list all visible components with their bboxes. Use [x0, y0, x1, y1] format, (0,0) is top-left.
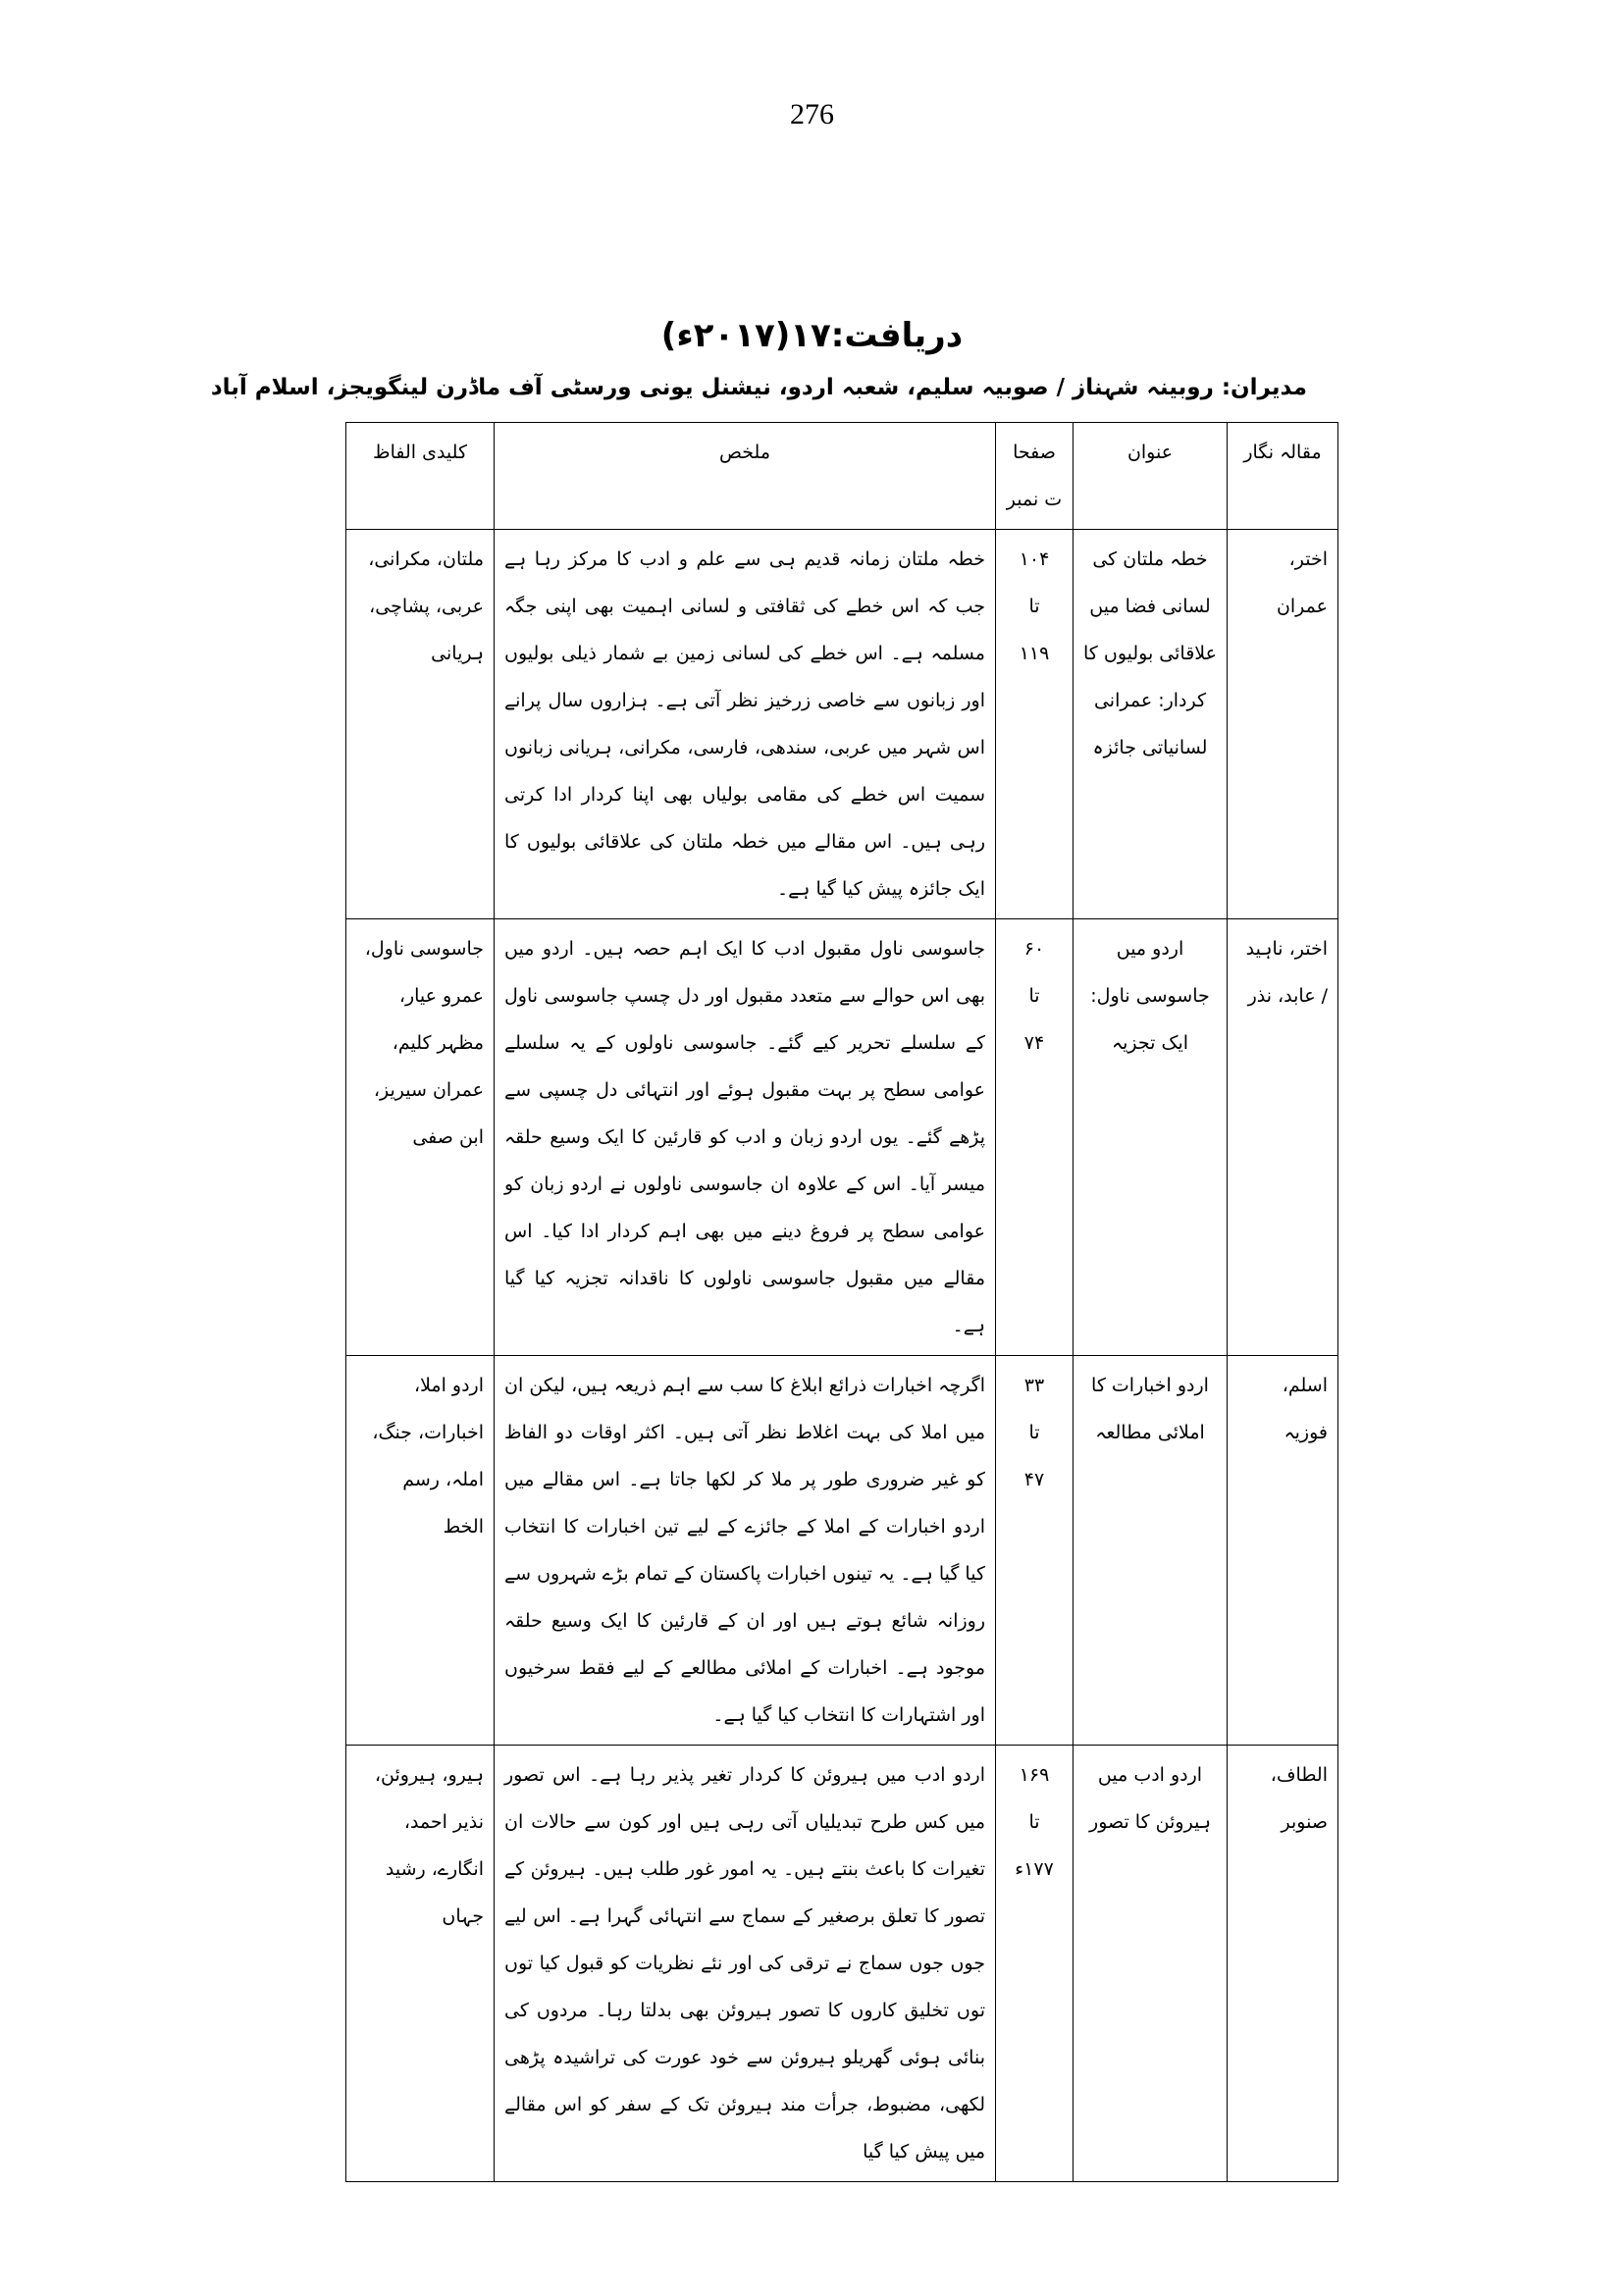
header-title: عنوان: [1074, 423, 1228, 530]
page-separator: تا: [1028, 1811, 1040, 1833]
page-separator: تا: [1028, 985, 1040, 1007]
author-cell: اختر، ناہید / عابد، نذر: [1228, 919, 1338, 1356]
author-cell: اسلم، فوزیہ: [1228, 1356, 1338, 1746]
title-cell: اردو میں جاسوسی ناول: ایک تجزیہ: [1074, 919, 1228, 1356]
title-cell: اردو ادب میں ہیروئن کا تصور: [1074, 1746, 1228, 2182]
page-end: ۴۷: [1023, 1469, 1045, 1490]
page-number: 276: [790, 98, 834, 130]
keywords-cell: جاسوسی ناول، عمرو عیار، مظہر کلیم، عمران سیریز، ابن صفی: [346, 919, 495, 1356]
page-start: ۱۶۹: [1019, 1764, 1050, 1786]
page-start: ۱۰۴: [1019, 548, 1050, 570]
table-row: [346, 1356, 1338, 1746]
author-cell: اختر، عمران: [1228, 530, 1338, 919]
author-cell: الطاف، صنوبر: [1228, 1746, 1338, 2182]
page-start: ۳۳: [1023, 1375, 1045, 1396]
table-row: [346, 530, 1338, 919]
page-end: ۱۷۷ء: [1015, 1858, 1054, 1880]
pages-cell: [996, 919, 1074, 1356]
journal-title: دریافت:۱۷(۲۰۱۷ء): [660, 316, 964, 355]
table-row: [346, 919, 1338, 1356]
summary-cell: اگرچہ اخبارات ذرائع ابلاغ کا سب سے اہم ذریعہ ہیں، لیکن ان میں املا کی بہت اغلاط نظر آتی ہیں۔ اکثر اوقات دو الفاظ کو غیر ضروری طور پر ملا کر لکھا جاتا ہے۔ اس مقالے میں اردو اخبارات کے املا کے جائزے کے لیے تین اخبارات کا انتخاب کیا گیا ہے۔ یہ تینوں اخبارات پاکستان کے تمام بڑے شہروں سے روزانہ شائع ہوتے ہیں اور ان کے قارئین کا ایک وسیع حلقہ موجود ہے۔ اخبارات کے املائی مطالعے کے لیے فقط سرخیوں اور اشتہارات کا انتخاب کیا گیا ہے۔: [495, 1356, 996, 1746]
page-separator: تا: [1028, 596, 1040, 617]
table-row: [346, 1746, 1338, 2182]
pages-cell: [996, 1356, 1074, 1746]
keywords-cell: ملتان، مکرانی، عربی، پشاچی، ہریانی: [346, 530, 495, 919]
title-cell: خطہ ملتان کی لسانی فضا میں علاقائی بولیوں کا کردار: عمرانی لسانیاتی جائزہ: [1074, 530, 1228, 919]
page-end: ۱۱۹: [1019, 643, 1050, 664]
table-header-row: [346, 423, 1338, 530]
header-summary: ملخص: [495, 423, 996, 530]
keywords-cell: ہیرو، ہیروئن، نذیر احمد، انگارے، رشید جہاں: [346, 1746, 495, 2182]
header-pages: صفحات نمبر: [996, 423, 1074, 530]
summary-cell: جاسوسی ناول مقبول ادب کا ایک اہم حصہ ہیں۔ اردو میں بھی اس حوالے سے متعدد مقبول اور دل چسپ جاسوسی ناول کے سلسلے تحریر کیے گئے۔ جاسوسی ناولوں کے یہ سلسلے عوامی سطح پر بہت مقبول ہوئے اور انتہائی دل چسپی سے پڑھے گئے۔ یوں اردو زبان و ادب کو قارئین کا ایک وسیع حلقہ میسر آیا۔ اس کے علاوہ ان جاسوسی ناولوں نے اردو زبان کو عوامی سطح پر فروغ دینے میں بھی اہم کردار ادا کیا۔ اس مقالے میں مقبول جاسوسی ناولوں کا ناقدانہ تجزیہ کیا گیا ہے۔: [495, 919, 996, 1356]
pages-cell: [996, 530, 1074, 919]
summary-cell: اردو ادب میں ہیروئن کا کردار تغیر پذیر رہا ہے۔ اس تصور میں کس طرح تبدیلیاں آتی رہی ہیں اور کون سے حالات ان تغیرات کا باعث بنتے ہیں۔ یہ امور غور طلب ہیں۔ ہیروئن کے تصور کا تعلق برصغیر کے سماج سے انتہائی گہرا ہے۔ اس لیے جوں جوں سماج نے ترقی کی اور نئے نظریات کو قبول کیا توں توں تخلیق کاروں کا تصور ہیروئن بھی بدلتا رہا۔ مردوں کی بنائی ہوئی گھریلو ہیروئن سے خود عورت کی تراشیدہ پڑھی لکھی، مضبوط، جرأت مند ہیروئن تک کے سفر کو اس مقالے میں پیش کیا گیا: [495, 1746, 996, 2182]
summary-cell: خطہ ملتان زمانہ قدیم ہی سے علم و ادب کا مرکز رہا ہے جب کہ اس خطے کی ثقافتی و لسانی اہمیت بھی اپنی جگہ مسلمہ ہے۔ اس خطے کی لسانی زمین بے شمار ذیلی بولیوں اور زبانوں سے خاصی زرخیز نظر آتی ہے۔ ہزاروں سال پرانے اس شہر میں عربی، سندھی، فارسی، مکرانی، ہریانی زبانوں سمیت اس خطے کی مقامی بولیاں بھی اپنا کردار ادا کرتی رہی ہیں۔ اس مقالے میں خطہ ملتان کی علاقائی بولیوں کا ایک جائزہ پیش کیا گیا ہے۔: [495, 530, 996, 919]
header-keywords: کلیدی الفاظ: [346, 423, 495, 530]
article-index-table: [345, 422, 1338, 2182]
page-end: ۷۴: [1023, 1032, 1045, 1054]
page-separator: تا: [1028, 1422, 1040, 1443]
page-start: ۶۰: [1023, 938, 1045, 960]
editors-line: مدیران: روبینہ شہناز / صوبیہ سلیم، شعبہ اردو، نیشنل یونی ورسٹی آف ماڈرن لینگویجز، اسلام آباد: [210, 375, 1307, 400]
header-author: مقالہ نگار: [1228, 423, 1338, 530]
keywords-cell: اردو املا، اخبارات، جنگ، املہ، رسم الخط: [346, 1356, 495, 1746]
title-cell: اردو اخبارات کا املائی مطالعہ: [1074, 1356, 1228, 1746]
pages-cell: [996, 1746, 1074, 2182]
